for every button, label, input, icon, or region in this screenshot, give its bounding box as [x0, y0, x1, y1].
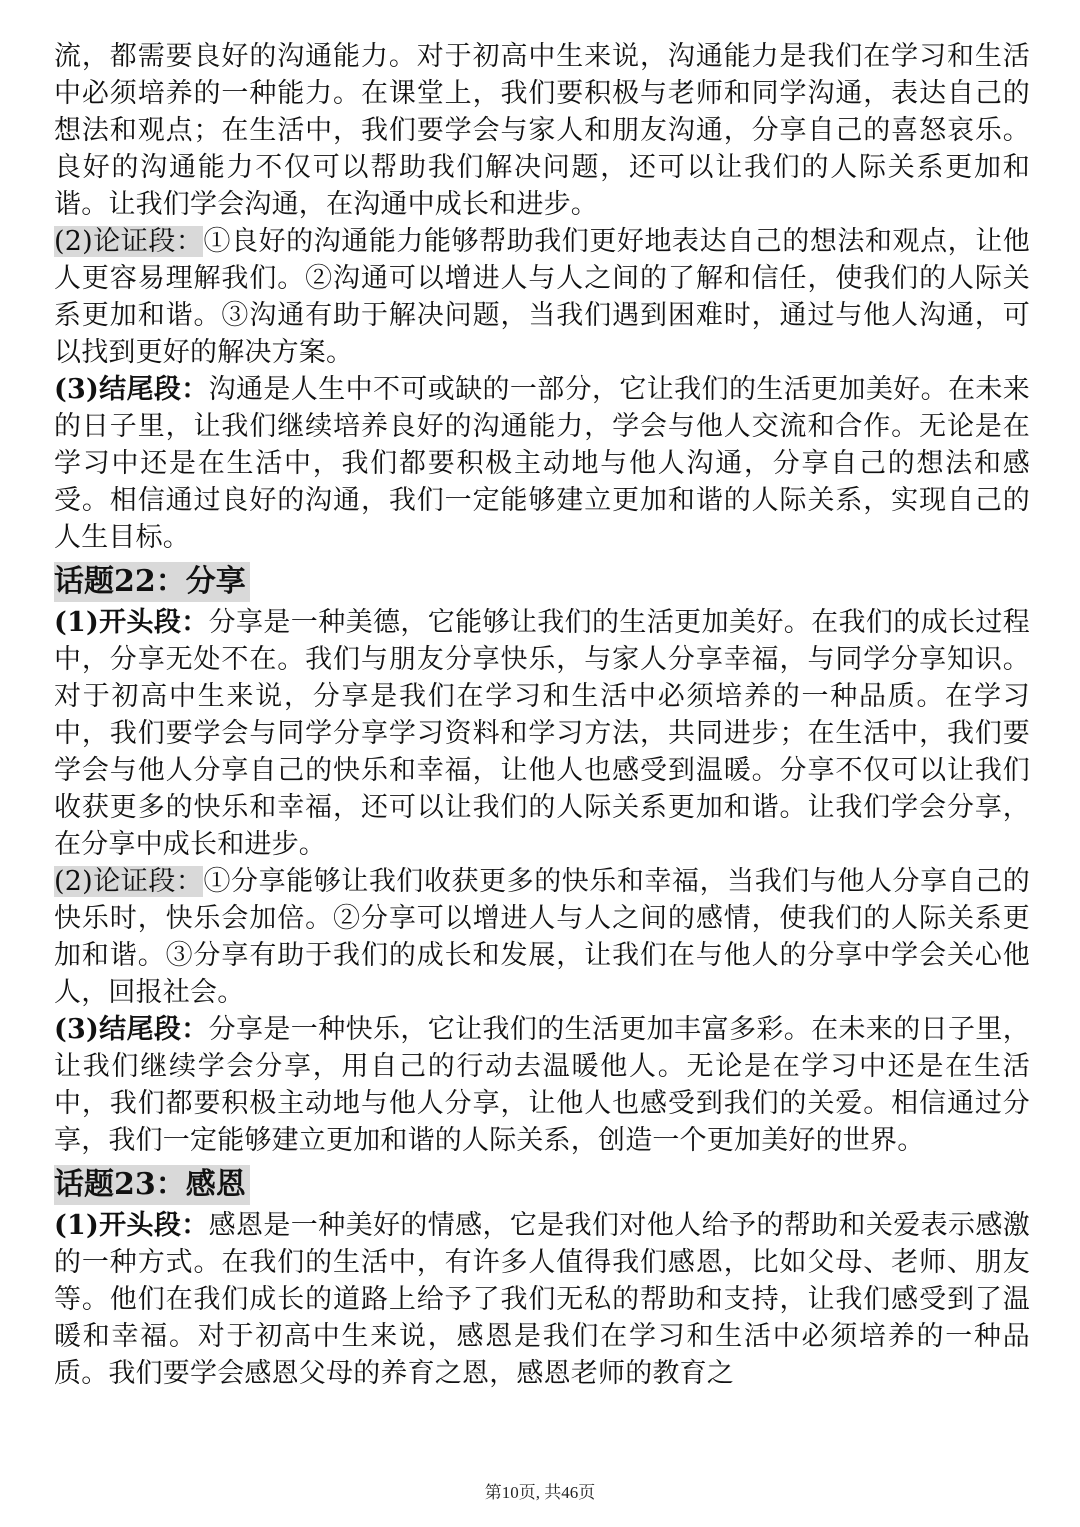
- opening-label: (1)开头段：: [54, 1210, 209, 1241]
- conclusion-text: 分享是一种快乐，它让我们的生活更加丰富多彩。在未来的日子里，让我们继续学会分享，用自己的行动去温暖他人。无论是在学习中还是在生活中，我们都要积极主动地与他人分享，让他人也感受到我们的关爱。相信通过分享，我们一定能够建立更加和谐的人际关系，创造一个更加美好的世界。: [54, 1014, 1030, 1156]
- topic-22-argument-paragraph: [54, 863, 1030, 1011]
- argument-paragraph: [54, 223, 1030, 371]
- argument-text: ①良好的沟通能力能够帮助我们更好地表达自己的想法和观点，让他人更容易理解我们。②沟通可以增进人与人之间的了解和信任，使我们的人际关系更加和谐。③沟通有助于解决问题，当我们遇到困难时，通过与他人沟通，可以找到更好的解决方案。: [54, 226, 1030, 368]
- topic-23-opening-paragraph: [54, 1207, 1030, 1392]
- topic-23-heading: 话题23：感恩: [54, 1165, 250, 1205]
- conclusion-label: (3)结尾段：: [54, 374, 209, 405]
- opening-text: 分享是一种美德，它能够让我们的生活更加美好。在我们的成长过程中，分享无处不在。我们与朋友分享快乐，与家人分享幸福，与同学分享知识。对于初高中生来说，分享是我们在学习和生活中必须培养的一种品质。在学习中，我们要学会与同学分享学习资料和学习方法，共同进步；在生活中，我们要学会与他人分享自己的快乐和幸福，让他人也感受到温暖。分享不仅可以让我们收获更多的快乐和幸福，还可以让我们的人际关系更加和谐。让我们学会分享，在分享中成长和进步。: [54, 607, 1030, 860]
- topic-22-opening-paragraph: [54, 604, 1030, 863]
- page-number-footer: 第10页, 共46页: [484, 1483, 596, 1502]
- opening-label: (1)开头段：: [54, 607, 209, 638]
- conclusion-label: (3)结尾段：: [54, 1014, 209, 1045]
- paragraph-text: 流，都需要良好的沟通能力。对于初高中生来说，沟通能力是我们在学习和生活中必须培养的一种能力。在课堂上，我们要积极与老师和同学沟通，表达自己的想法和观点；在生活中，我们要学会与家人和朋友沟通，分享自己的喜怒哀乐。良好的沟通能力不仅可以帮助我们解决问题，还可以让我们的人际关系更加和谐。让我们学会沟通，在沟通中成长和进步。: [54, 41, 1030, 220]
- opening-text: 感恩是一种美好的情感，它是我们对他人给予的帮助和关爱表示感激的一种方式。在我们的生活中，有许多人值得我们感恩，比如父母、老师、朋友等。他们在我们成长的道路上给予了我们无私的帮助和支持，让我们感受到了温暖和幸福。对于初高中生来说，感恩是我们在学习和生活中必须培养的一种品质。我们要学会感恩父母的养育之恩，感恩老师的教育之: [54, 1210, 1030, 1389]
- argument-text: ①分享能够让我们收获更多的快乐和幸福，当我们与他人分享自己的快乐时，快乐会加倍。②分享可以增进人与人之间的感情，使我们的人际关系更加和谐。③分享有助于我们的成长和发展，让我们在与他人的分享中学会关心他人，回报社会。: [54, 866, 1030, 1008]
- conclusion-paragraph: [54, 371, 1030, 556]
- topic-22-heading: 话题22：分享: [54, 562, 250, 602]
- document-page: [54, 38, 1030, 1392]
- topic-22-conclusion-paragraph: [54, 1011, 1030, 1159]
- paragraph-continuation: [54, 38, 1030, 223]
- conclusion-text: 沟通是人生中不可或缺的一部分，它让我们的生活更加美好。在未来的日子里，让我们继续培养良好的沟通能力，学会与他人交流和合作。无论是在学习中还是在生活中，我们都要积极主动地与他人沟通，分享自己的想法和感受。相信通过良好的沟通，我们一定能够建立更加和谐的人际关系，实现自己的人生目标。: [54, 374, 1030, 553]
- argument-label: (2)论证段：: [54, 226, 204, 257]
- argument-label: (2)论证段：: [54, 866, 204, 897]
